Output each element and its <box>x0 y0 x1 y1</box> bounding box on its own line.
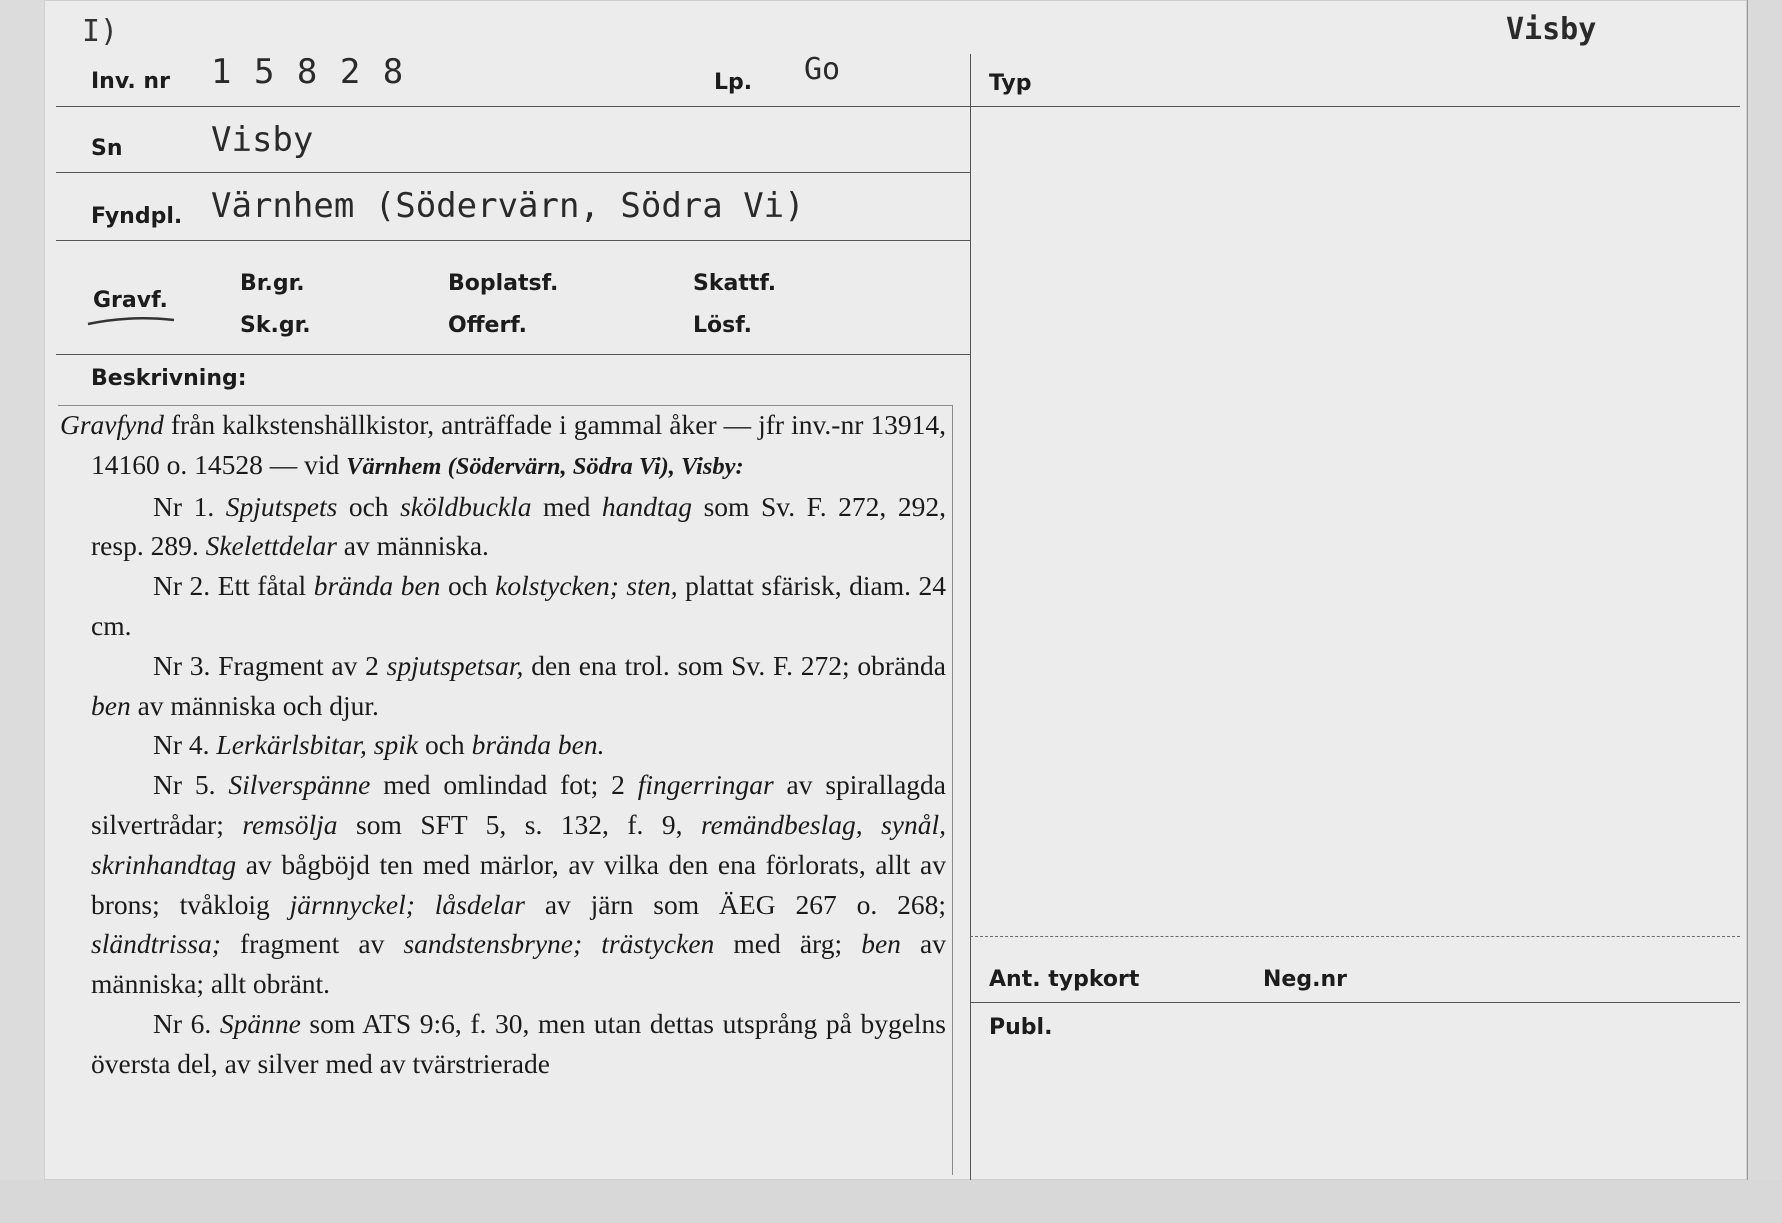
description-run: remändbeslag, synål, skrinhandtag <box>91 808 947 880</box>
description-run: fingerringar <box>637 769 774 801</box>
description-run: remsölja <box>242 808 338 840</box>
description-run: ben <box>861 928 901 960</box>
boplatsf-label: Boplatsf. <box>448 271 559 296</box>
ant-typkort-label: Ant. typkort <box>989 967 1140 992</box>
description-run: och <box>337 490 401 522</box>
description-run: Nr 2. Ett fåtal <box>153 570 314 602</box>
description-run: som ATS 9:6, f. 30, men utan dettas utsprång på bygelns översta del, av silver med av tvärstrierade <box>91 1007 946 1079</box>
sn-label: Sn <box>91 136 123 161</box>
description-run: och <box>440 570 496 602</box>
description-nr6 <box>60 1004 946 1084</box>
description-run: järnnyckel; låsdelar <box>289 888 525 920</box>
rule-typ-lower <box>970 936 1740 937</box>
corner-mark: I) <box>82 14 119 49</box>
description-run: Nr 1. <box>153 490 226 522</box>
rule-fyndpl <box>56 240 970 241</box>
publ-label: Publ. <box>989 1015 1053 1040</box>
description-run: handtag <box>601 490 693 522</box>
skgr-label: Sk.gr. <box>240 313 311 338</box>
description-run: Nr 6. <box>153 1007 220 1039</box>
description-run: kolstycken; sten, <box>495 570 678 602</box>
description-run: av järn som ÄEG 267 o. 268; <box>524 888 946 920</box>
description-run: den ena trol. som Sv. F. 272; obrända <box>523 649 946 681</box>
description-run: fragment av <box>220 928 404 960</box>
gravf-label: Gravf. <box>93 288 168 313</box>
description-run: Spänne <box>219 1007 301 1039</box>
fyndpl-label: Fyndpl. <box>91 204 183 229</box>
description-run: av bågböjd ten med märlor, av vilka den ena förlorats, allt av brons; tvåkloig <box>91 848 946 920</box>
description-nr5 <box>60 765 946 1004</box>
description-run: Nr 3. Fragment av 2 <box>153 649 387 681</box>
description-run: Nr 4. <box>153 729 217 761</box>
description-run: brända ben. <box>471 729 605 761</box>
lp-value: Go <box>804 52 841 87</box>
card-edge-bottom <box>0 1180 1782 1223</box>
description-nr3 <box>60 646 946 726</box>
description-run: Silverspänne <box>228 769 371 801</box>
neg-nr-label: Neg.nr <box>1263 967 1347 992</box>
slip-right-edge <box>952 405 953 1175</box>
rule-typkort <box>970 1002 1740 1003</box>
description-run: som SFT 5, s. 132, f. 9, <box>337 808 701 840</box>
sn-value: Visby <box>211 120 314 160</box>
description-run: sköldbuckla <box>400 490 532 522</box>
description-run: Nr 5. <box>153 769 229 801</box>
rule-sn <box>56 172 970 173</box>
description-run: Spjutspets <box>225 490 338 522</box>
description-nr4 <box>60 725 946 765</box>
description-run: av människa och djur. <box>130 689 379 721</box>
description-intro: Gravfynd från kalkstenshällkistor, anträffade i gammal åker — jfr inv.-nr 13914, 14160 o. 14528 — vid Värnhem (Södervärn, Södra Vi), Visby: <box>60 409 946 480</box>
inv-nr-label: Inv. nr <box>91 69 170 94</box>
description-run: av människa. <box>336 530 489 562</box>
beskrivning-label: Beskrivning: <box>91 366 247 391</box>
description-run: Lerkärlsbitar, spik <box>216 729 419 761</box>
description-run: med omlindad fot; 2 <box>370 769 638 801</box>
rule-inv <box>56 106 970 107</box>
brgr-label: Br.gr. <box>240 271 305 296</box>
description-run: brända ben <box>313 570 441 602</box>
location-heading: Visby <box>1506 12 1597 47</box>
fyndpl-value: Värnhem (Södervärn, Södra Vi) <box>211 186 805 226</box>
description-run: som Sv. F. 272, 292, resp. 289. <box>91 490 946 562</box>
description-run: med ärg; <box>714 928 862 960</box>
inv-nr-value: 1 5 8 2 8 <box>211 52 405 92</box>
description-run: sandstensbryne; trästycken <box>403 928 715 960</box>
description-run: av spirallagda silvertrådar; <box>91 769 946 840</box>
description-run: ben <box>91 689 131 721</box>
gravf-underline-mark <box>86 314 176 328</box>
rule-typ <box>970 106 1740 107</box>
description-run: Skelettdelar <box>205 530 337 562</box>
description-run: sländtrissa; <box>91 928 221 960</box>
column-divider <box>970 54 971 1180</box>
description-text <box>60 405 946 1084</box>
rule-categories <box>56 354 970 355</box>
offerf-label: Offerf. <box>448 313 528 338</box>
description-run: av människa; allt obränt. <box>91 928 947 1000</box>
description-run: spjutspetsar, <box>386 649 524 681</box>
description-run: med <box>531 490 602 522</box>
description-nr1 <box>60 487 946 567</box>
skattf-label: Skattf. <box>693 271 777 296</box>
lp-label: Lp. <box>714 70 753 95</box>
description-run: och <box>418 729 472 761</box>
losf-label: Lösf. <box>693 313 752 338</box>
description-nr2 <box>60 566 946 646</box>
description-run: plattat sfärisk, diam. 24 cm. <box>91 570 947 641</box>
typ-label: Typ <box>989 71 1032 96</box>
card-edge-right <box>1747 0 1782 1180</box>
